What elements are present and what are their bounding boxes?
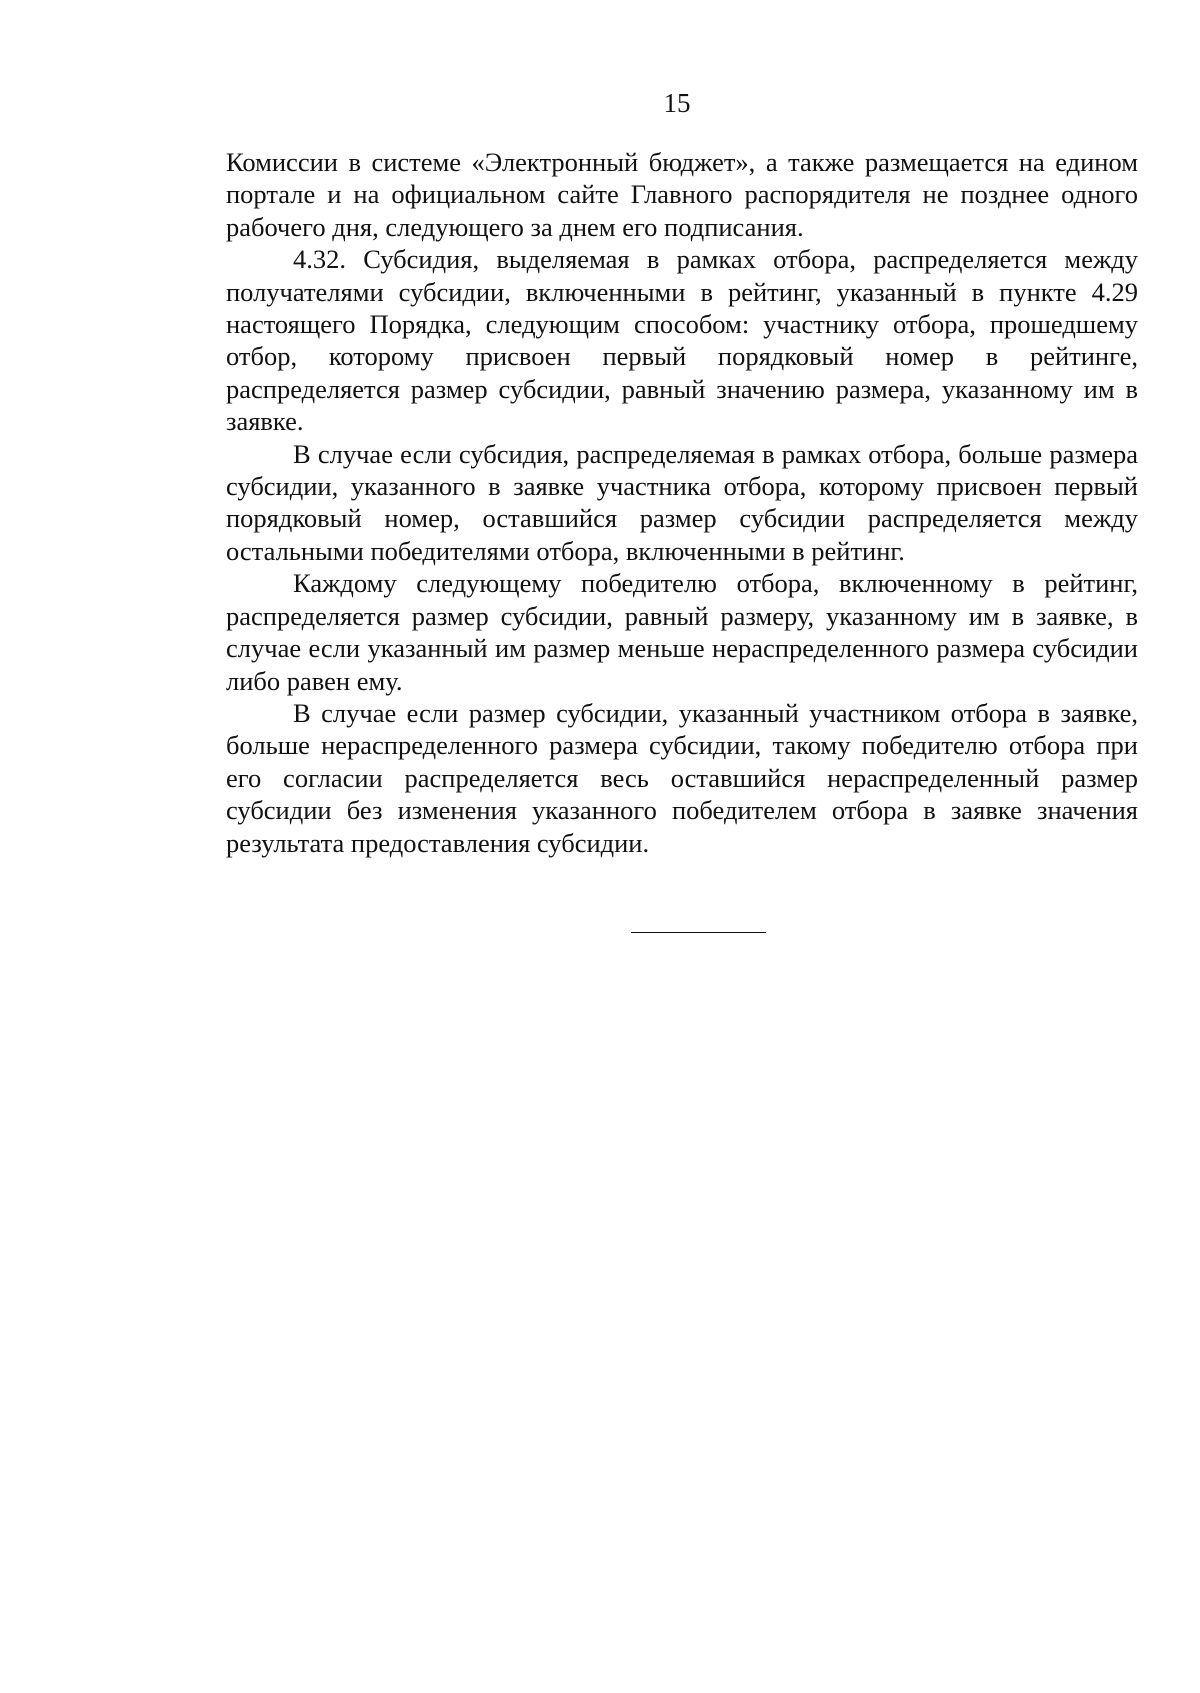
paragraph-next-winner: Каждому следующему победителю отбора, включенному в рейтинг, распределяется размер субсидии, равный размеру, указанному им в заявке, в случае если указанный им размер меньше нераспределенного размера субсидии либо равен ему. <box>226 568 1138 696</box>
paragraph-exceeding-amount: В случае если размер субсидии, указанный участником отбора в заявке, больше нераспределенного размера субсидии, такому победителю отбора при его согласии распределяется весь оставшийся нераспределенный размер субсидии без изменения указанного победителем отбора в заявке значения результата предоставления субсидии. <box>226 697 1138 858</box>
page-number: 15 <box>663 88 691 118</box>
end-of-text-rule <box>631 932 766 933</box>
paragraph-remaining-distribution: В случае если субсидия, распределяемая в рамках отбора, больше размера субсидии, указанного в заявке участника отбора, которому присвоен первый порядковый номер, оставшийся размер субсидии распределяется между остальными победителями отбора, включенными в рейтинг. <box>226 438 1138 566</box>
paragraph-clause-4-32: 4.32. Субсидия, выделяемая в рамках отбора, распределяется между получателями субсидии, включенными в рейтинг, указанный в пункте 4.29 настоящего Порядка, следующим способом: участнику отбора, прошедшему отбор, которому присвоен первый порядковый номер в рейтинге, распределяется размер субсидии, равный значению размера, указанному им в заявке. <box>226 244 1138 437</box>
document-body <box>226 146 1138 859</box>
paragraph-continuation: Комиссии в системе «Электронный бюджет», а также размещается на едином портале и на официальном сайте Главного распорядителя не позднее одного рабочего дня, следующего за днем его подписания. <box>226 147 1138 242</box>
